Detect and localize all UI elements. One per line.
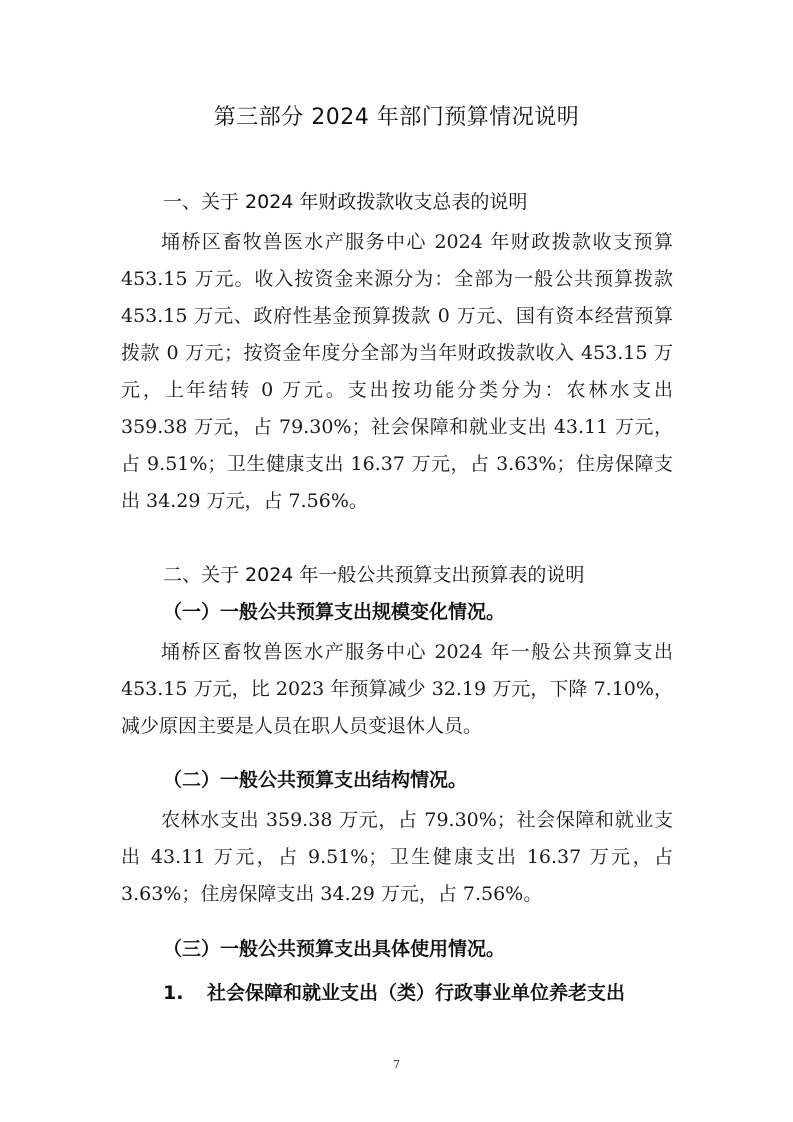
subsection-2-paragraph: 农林水支出 359.38 万元，占 79.30%；社会保障和就业支出 43.11 万元，占 9.51%；卫生健康支出 16.37 万元，占 3.63%；住房保障支出 34.29 万元，占 7.56%。 xyxy=(121,809,673,905)
section-1-heading: 一、关于 2024 年财政拨款收支总表的说明 xyxy=(163,191,528,213)
list-item-number: 1. xyxy=(163,982,184,1004)
section-1-paragraph: 埇桥区畜牧兽医水产服务中心 2024 年财政拨款收支预算 453.15 万元。收入按资金来源分为：全部为一般公共预算拨款 453.15 万元、政府性基金预算拨款 0 万元、国有资本经营预算拨款 0 万元；按资金年度分全部为当年财政拨款收入 453.15 万元，上年结转 0 万元。支出按功能分类分为：农林水支出 359.38 万元，占 79.30%；社会保障和就业支出 43.11 万元，占 9.51%；卫生健康支出 16.37 万元，占 3.63%；住房保障支出 34.29 万元，占 7.56%。 xyxy=(121,231,673,512)
page-title: 第三部分 2024 年部门预算情况说明 xyxy=(213,105,580,130)
list-item-text: 社会保障和就业支出（类）行政事业单位养老支出 xyxy=(207,982,626,1004)
section-2-heading: 二、关于 2024 年一般公共预算支出预算表的说明 xyxy=(163,564,585,586)
subsection-1-heading: （一）一般公共预算支出规模变化情况。 xyxy=(163,601,506,623)
list-item-1 xyxy=(163,978,625,1005)
subsection-2-heading: （二）一般公共预算支出结构情况。 xyxy=(163,769,468,791)
subsection-1-paragraph: 埇桥区畜牧兽医水产服务中心 2024 年一般公共预算支出 453.15 万元，比 2023 年预算减少 32.19 万元，下降 7.10%，减少原因主要是人员在职人员变退休人员。 xyxy=(121,641,673,737)
subsection-3-heading: （三）一般公共预算支出具体使用情况。 xyxy=(163,938,506,960)
page-number: 7 xyxy=(393,1058,400,1071)
